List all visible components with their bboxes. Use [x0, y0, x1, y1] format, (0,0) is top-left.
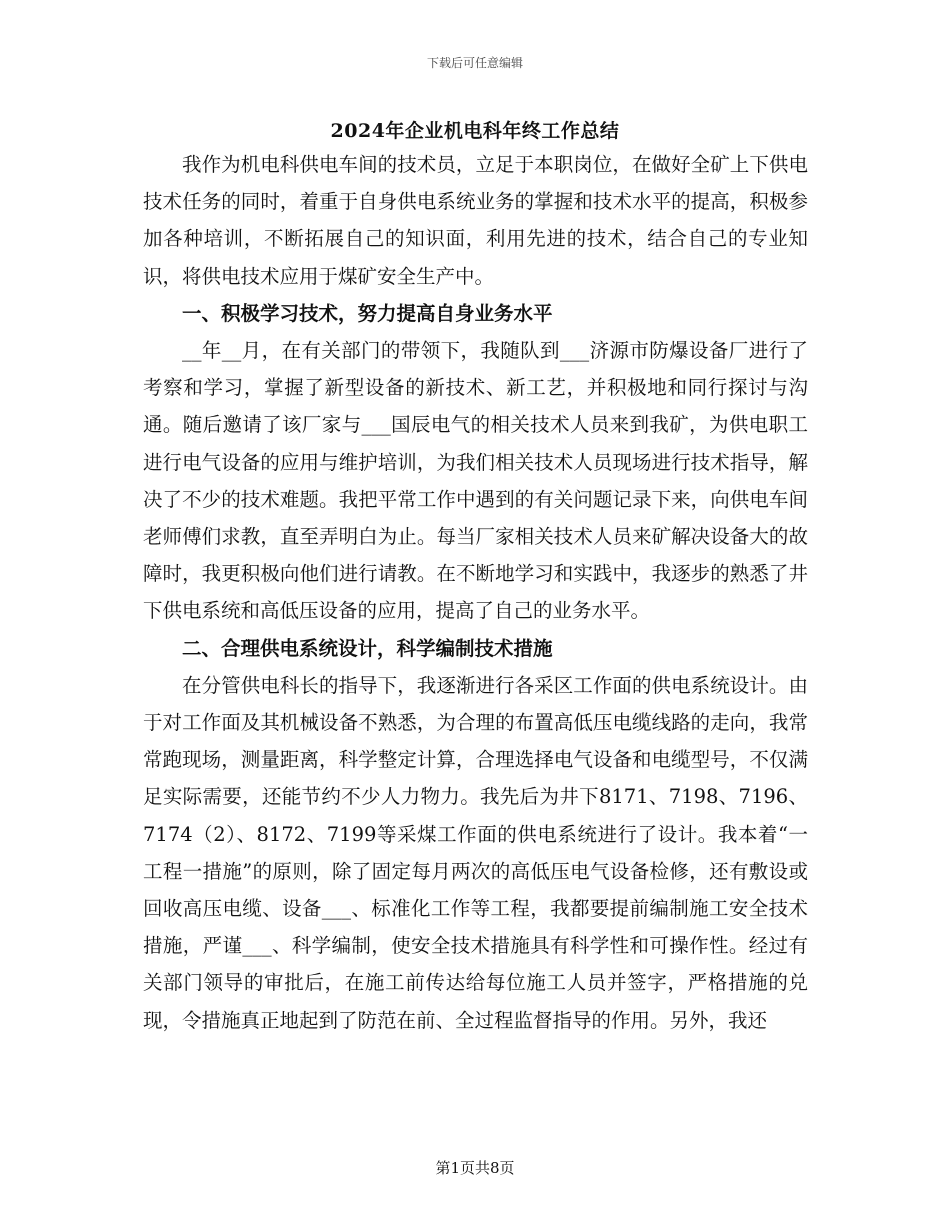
section-1-heading: 一、积极学习技术，努力提高自身业务水平	[182, 301, 553, 325]
section-2-heading: 二、合理供电系统设计，科学编制技术措施	[182, 636, 553, 660]
header-note: 下载后可任意编辑	[426, 56, 523, 70]
document-title: 2024年企业机电科年终工作总结	[330, 120, 620, 142]
page-footer: 第1页共8页	[435, 1159, 515, 1177]
section-1-paragraph: __年__月，在有关部门的带领下，我随队到___济源市防爆设备厂进行了考察和学习，掌握了新型设备的新技术、新工艺，并积极地和同行探讨与沟通。随后邀请了该厂家与___国辰电气的相关技术人员来到我矿，为供电职工进行电气设备的应用与维护培训，为我们相关技术人员现场进行技术指导，解决了不少的技术难题。我把平常工作中遇到的有关问题记录下来，向供电车间老师傅们求教，直至弄明白为止。每当厂家相关技术人员来矿解决设备大的故障时，我更积极向他们进行请教。在不断地学习和实践中，我逐步的熟悉了井下供电系统和高低压设备的应用，提高了自己的业务水平。	[143, 339, 808, 623]
intro-paragraph: 我作为机电科供电车间的技术员，立足于本职岗位，在做好全矿上下供电技术任务的同时，着重于自身供电系统业务的掌握和技术水平的提高，积极参加各种培训，不断拓展自己的知识面，利用先进的技术，结合自己的专业知识，将供电技术应用于煤矿安全生产中。	[143, 153, 808, 288]
document-body	[143, 146, 808, 1039]
section-2-paragraph: 在分管供电科长的指导下，我逐渐进行各采区工作面的供电系统设计。由于对工作面及其机械设备不熟悉，为合理的布置高低压电缆线路的走向，我常常跑现场，测量距离，科学整定计算，合理选择电气设备和电缆型号，不仅满足实际需要，还能节约不少人力物力。我先后为井下8171、7198、7196、7174（2）、8172、7199等采煤工作面的供电系统进行了设计。我本着“一工程一措施”的原则，除了固定每月两次的高低压电气设备检修，还有敷设或回收高压电缆、设备___、标准化工作等工程，我都要提前编制施工安全技术措施，严谨___、科学编制，使安全技术措施具有科学性和可操作性。经过有关部门领导的审批后，在施工前传达给每位施工人员并签字，严格措施的兑现，令措施真正地起到了防范在前、全过程监督指导的作用。另外，我还	[143, 673, 808, 1032]
